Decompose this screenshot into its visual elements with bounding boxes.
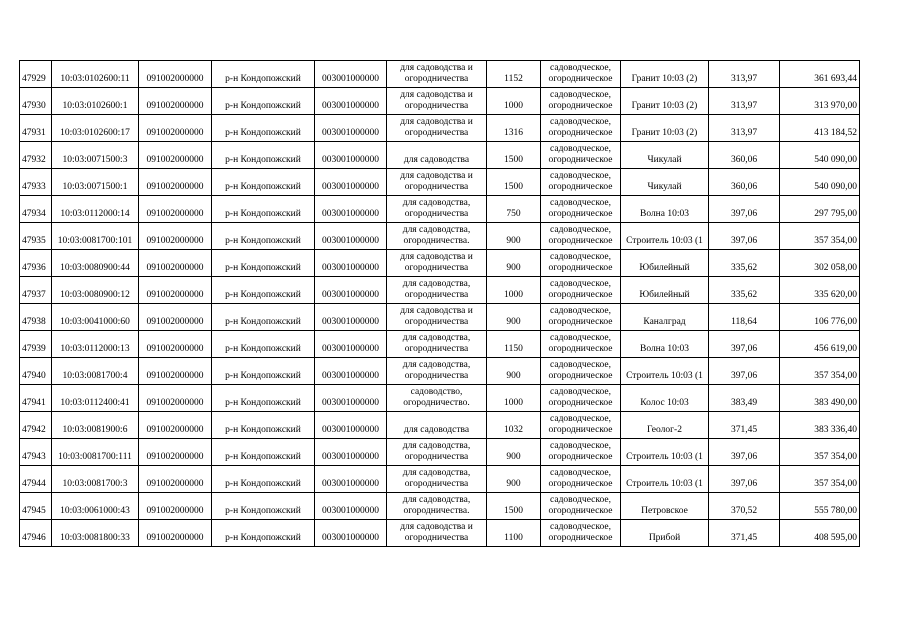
specific-value-cell: 313,97 [709,88,780,115]
permitted-use-line-1: для садоводства и [400,171,473,181]
district-cell: р-н Кондопожский [212,466,315,493]
oktmo-code-cell: 091002000000 [139,331,212,358]
cadastral-value-cell: 106 776,00 [780,304,860,331]
use-type-line-2: огородническое [548,344,613,354]
use-type-line-1: садоводческое, [550,333,611,343]
permitted-use-line-2: огородничества [404,479,469,489]
permitted-use-line-1: для садоводства и [400,90,473,100]
district-cell: р-н Кондопожский [212,142,315,169]
permitted-use-line-2: огородничества [404,263,469,273]
use-type-line-1: садоводческое, [550,306,611,316]
row-number-cell: 47934 [20,196,52,223]
category-code-cell: 003001000000 [315,196,387,223]
use-type-line-2: огородническое [548,209,613,219]
cadastral-zone-cell: Чикулай [621,169,709,196]
cadastral-value-cell: 456 619,00 [780,331,860,358]
table-row [20,385,860,412]
table-row [20,61,860,88]
permitted-use-line-1: для садоводства и [400,117,473,127]
area-cell: 1152 [487,61,541,88]
use-type-cell [541,358,621,385]
use-type-line-1: садоводческое, [550,144,611,154]
area-cell: 900 [487,223,541,250]
specific-value-cell: 360,06 [709,142,780,169]
permitted-use-line-2: огородничества [404,128,469,138]
specific-value-cell: 335,62 [709,277,780,304]
district-cell: р-н Кондопожский [212,169,315,196]
permitted-use-line-2: огородничества [404,344,469,354]
table-row [20,277,860,304]
cadastral-value-cell: 313 970,00 [780,88,860,115]
specific-value-cell: 371,45 [709,520,780,547]
permitted-use-cell [387,169,487,196]
use-type-cell [541,385,621,412]
row-number-cell: 47935 [20,223,52,250]
table-row [20,493,860,520]
permitted-use-cell [387,520,487,547]
row-number-cell: 47931 [20,115,52,142]
permitted-use-line-2: огородничества [404,452,469,462]
use-type-line-2: огородническое [548,263,613,273]
permitted-use-cell [387,493,487,520]
cadastral-number-cell: 10:03:0112000:13 [52,331,139,358]
use-type-line-1: садоводческое, [550,414,611,424]
specific-value-cell: 397,06 [709,223,780,250]
use-type-line-1: садоводческое, [550,90,611,100]
cadastral-zone-cell: Юбилейный [621,250,709,277]
area-cell: 1500 [487,493,541,520]
permitted-use-cell [387,250,487,277]
specific-value-cell: 313,97 [709,61,780,88]
use-type-line-2: огородническое [548,74,613,84]
use-type-cell [541,331,621,358]
row-number-cell: 47929 [20,61,52,88]
permitted-use-cell [387,331,487,358]
use-type-cell [541,466,621,493]
permitted-use-cell [387,61,487,88]
use-type-line-2: огородническое [548,290,613,300]
table-row [20,250,860,277]
area-cell: 1500 [487,142,541,169]
specific-value-cell: 360,06 [709,169,780,196]
district-cell: р-н Кондопожский [212,385,315,412]
cadastral-number-cell: 10:03:0102600:1 [52,88,139,115]
district-cell: р-н Кондопожский [212,439,315,466]
permitted-use-line-1: для садоводства, [402,360,471,370]
permitted-use-line-2: огородничества. [403,506,470,516]
district-cell: р-н Кондопожский [212,304,315,331]
row-number-cell: 47944 [20,466,52,493]
use-type-line-1: садоводческое, [550,522,611,532]
category-code-cell: 003001000000 [315,412,387,439]
area-cell: 900 [487,358,541,385]
table-row [20,331,860,358]
use-type-line-2: огородническое [548,452,613,462]
permitted-use-cell [387,277,487,304]
oktmo-code-cell: 091002000000 [139,412,212,439]
row-number-cell: 47933 [20,169,52,196]
permitted-use-line-2: огородничества [404,317,469,327]
use-type-line-1: садоводческое, [550,171,611,181]
use-type-line-2: огородническое [548,533,613,543]
oktmo-code-cell: 091002000000 [139,439,212,466]
district-cell: р-н Кондопожский [212,61,315,88]
district-cell: р-н Кондопожский [212,115,315,142]
cadastral-zone-cell: Геолог-2 [621,412,709,439]
use-type-line-2: огородническое [548,479,613,489]
area-cell: 750 [487,196,541,223]
use-type-line-1: садоводческое, [550,198,611,208]
table-row [20,358,860,385]
row-number-cell: 47940 [20,358,52,385]
use-type-line-1: садоводческое, [550,360,611,370]
cadastral-number-cell: 10:03:0102600:11 [52,61,139,88]
permitted-use-line-2: огородничества [404,74,469,84]
category-code-cell: 003001000000 [315,358,387,385]
cadastral-zone-cell: Строитель 10:03 (1 [621,223,709,250]
oktmo-code-cell: 091002000000 [139,142,212,169]
use-type-line-2: огородническое [548,317,613,327]
use-type-line-2: огородническое [548,101,613,111]
row-number-cell: 47941 [20,385,52,412]
cadastral-number-cell: 10:03:0041000:60 [52,304,139,331]
specific-value-cell: 397,06 [709,439,780,466]
use-type-line-2: огородническое [548,155,613,165]
row-number-cell: 47938 [20,304,52,331]
area-cell: 1150 [487,331,541,358]
table-row [20,142,860,169]
cadastral-value-cell: 297 795,00 [780,196,860,223]
cadastral-zone-cell: Волна 10:03 [621,331,709,358]
permitted-use-line-2: для садоводства [403,155,470,165]
use-type-line-1: садоводческое, [550,225,611,235]
district-cell: р-н Кондопожский [212,358,315,385]
cadastral-value-cell: 357 354,00 [780,223,860,250]
category-code-cell: 003001000000 [315,331,387,358]
permitted-use-line-1: для садоводства, [402,468,471,478]
cadastral-value-cell: 357 354,00 [780,466,860,493]
area-cell: 1100 [487,520,541,547]
cadastral-number-cell: 10:03:0081900:6 [52,412,139,439]
oktmo-code-cell: 091002000000 [139,223,212,250]
table-row [20,196,860,223]
cadastral-value-cell: 383 490,00 [780,385,860,412]
cadastral-value-cell: 361 693,44 [780,61,860,88]
district-cell: р-н Кондопожский [212,277,315,304]
cadastral-zone-cell: Строитель 10:03 (1 [621,358,709,385]
permitted-use-cell [387,358,487,385]
table-row [20,223,860,250]
permitted-use-line-1: для садоводства и [400,63,473,73]
table-row [20,115,860,142]
permitted-use-cell [387,196,487,223]
cadastral-zone-cell: Строитель 10:03 (1 [621,466,709,493]
area-cell: 1000 [487,277,541,304]
specific-value-cell: 118,64 [709,304,780,331]
row-number-cell: 47943 [20,439,52,466]
category-code-cell: 003001000000 [315,304,387,331]
row-number-cell: 47945 [20,493,52,520]
specific-value-cell: 371,45 [709,412,780,439]
cadastral-value-cell: 540 090,00 [780,169,860,196]
oktmo-code-cell: 091002000000 [139,277,212,304]
specific-value-cell: 397,06 [709,196,780,223]
use-type-cell [541,277,621,304]
specific-value-cell: 397,06 [709,466,780,493]
category-code-cell: 003001000000 [315,277,387,304]
row-number-cell: 47930 [20,88,52,115]
cadastral-zone-cell: Петровское [621,493,709,520]
use-type-cell [541,493,621,520]
use-type-cell [541,142,621,169]
category-code-cell: 003001000000 [315,385,387,412]
specific-value-cell: 397,06 [709,358,780,385]
cadastral-value-cell: 555 780,00 [780,493,860,520]
row-number-cell: 47932 [20,142,52,169]
category-code-cell: 003001000000 [315,250,387,277]
oktmo-code-cell: 091002000000 [139,250,212,277]
use-type-cell [541,304,621,331]
row-number-cell: 47936 [20,250,52,277]
cadastral-value-cell: 408 595,00 [780,520,860,547]
oktmo-code-cell: 091002000000 [139,88,212,115]
use-type-line-1: садоводческое, [550,279,611,289]
table-row [20,169,860,196]
cadastral-value-cell: 357 354,00 [780,439,860,466]
cadastral-zone-cell: Чикулай [621,142,709,169]
cadastral-zone-cell: Гранит 10:03 (2) [621,115,709,142]
cadastral-number-cell: 10:03:0081700:3 [52,466,139,493]
permitted-use-line-1: для садоводства, [402,225,471,235]
specific-value-cell: 335,62 [709,250,780,277]
cadastral-number-cell: 10:03:0080900:12 [52,277,139,304]
use-type-line-2: огородническое [548,128,613,138]
use-type-line-1: садоводческое, [550,63,611,73]
permitted-use-line-1: для садоводства и [400,522,473,532]
permitted-use-cell [387,223,487,250]
use-type-line-2: огородническое [548,398,613,408]
oktmo-code-cell: 091002000000 [139,520,212,547]
use-type-line-2: огородническое [548,425,613,435]
use-type-line-1: садоводческое, [550,441,611,451]
specific-value-cell: 370,52 [709,493,780,520]
area-cell: 900 [487,304,541,331]
category-code-cell: 003001000000 [315,439,387,466]
cadastral-number-cell: 10:03:0081700:111 [52,439,139,466]
district-cell: р-н Кондопожский [212,493,315,520]
cadastral-number-cell: 10:03:0061000:43 [52,493,139,520]
use-type-cell [541,196,621,223]
cadastral-number-cell: 10:03:0071500:3 [52,142,139,169]
district-cell: р-н Кондопожский [212,250,315,277]
oktmo-code-cell: 091002000000 [139,385,212,412]
category-code-cell: 003001000000 [315,466,387,493]
use-type-line-2: огородническое [548,182,613,192]
category-code-cell: 003001000000 [315,142,387,169]
oktmo-code-cell: 091002000000 [139,358,212,385]
use-type-cell [541,115,621,142]
category-code-cell: 003001000000 [315,169,387,196]
oktmo-code-cell: 091002000000 [139,61,212,88]
use-type-line-1: садоводческое, [550,117,611,127]
use-type-line-1: садоводческое, [550,252,611,262]
row-number-cell: 47937 [20,277,52,304]
oktmo-code-cell: 091002000000 [139,169,212,196]
permitted-use-cell [387,88,487,115]
permitted-use-line-2: огородничества [404,290,469,300]
district-cell: р-н Кондопожский [212,196,315,223]
oktmo-code-cell: 091002000000 [139,493,212,520]
use-type-line-1: садоводческое, [550,495,611,505]
cadastral-zone-cell: Каналград [621,304,709,331]
district-cell: р-н Кондопожский [212,331,315,358]
cadastral-zone-cell: Волна 10:03 [621,196,709,223]
row-number-cell: 47946 [20,520,52,547]
table-row [20,466,860,493]
cadastral-value-cell: 302 058,00 [780,250,860,277]
area-cell: 900 [487,439,541,466]
oktmo-code-cell: 091002000000 [139,466,212,493]
use-type-line-2: огородническое [548,236,613,246]
use-type-line-2: огородническое [548,371,613,381]
permitted-use-cell [387,466,487,493]
use-type-cell [541,169,621,196]
specific-value-cell: 397,06 [709,331,780,358]
use-type-cell [541,250,621,277]
permitted-use-line-1: для садоводства, [402,333,471,343]
permitted-use-cell [387,304,487,331]
use-type-line-1: садоводческое, [550,468,611,478]
permitted-use-line-2: огородничество. [403,398,470,408]
permitted-use-line-1: для садоводства, [402,495,471,505]
use-type-cell [541,61,621,88]
permitted-use-line-1: садоводство, [410,387,463,397]
cadastral-value-cell: 540 090,00 [780,142,860,169]
table-row [20,412,860,439]
district-cell: р-н Кондопожский [212,520,315,547]
cadastral-value-cell: 357 354,00 [780,358,860,385]
oktmo-code-cell: 091002000000 [139,115,212,142]
table-row [20,304,860,331]
cadastral-number-cell: 10:03:0112400:41 [52,385,139,412]
table-row [20,439,860,466]
permitted-use-line-2: огородничества. [403,236,470,246]
use-type-cell [541,223,621,250]
permitted-use-line-1: для садоводства и [400,252,473,262]
category-code-cell: 003001000000 [315,88,387,115]
table-body [20,61,860,547]
table-row [20,520,860,547]
permitted-use-line-2: огородничества [404,533,469,543]
cadastral-zone-cell: Строитель 10:03 (1 [621,439,709,466]
category-code-cell: 003001000000 [315,493,387,520]
permitted-use-line-2: для садоводства [403,425,470,435]
cadastral-number-cell: 10:03:0102600:17 [52,115,139,142]
use-type-cell [541,439,621,466]
area-cell: 1316 [487,115,541,142]
district-cell: р-н Кондопожский [212,88,315,115]
use-type-cell [541,88,621,115]
cadastral-number-cell: 10:03:0112000:14 [52,196,139,223]
permitted-use-line-1: для садоводства, [402,279,471,289]
permitted-use-line-1: для садоводства, [402,441,471,451]
cadastral-zone-cell: Гранит 10:03 (2) [621,61,709,88]
row-number-cell: 47942 [20,412,52,439]
permitted-use-cell [387,115,487,142]
cadastral-number-cell: 10:03:0081800:33 [52,520,139,547]
area-cell: 1000 [487,385,541,412]
cadastral-value-cell: 335 620,00 [780,277,860,304]
category-code-cell: 003001000000 [315,115,387,142]
category-code-cell: 003001000000 [315,520,387,547]
area-cell: 1000 [487,88,541,115]
cadastral-zone-cell: Гранит 10:03 (2) [621,88,709,115]
permitted-use-cell [387,385,487,412]
permitted-use-line-1: для садоводства и [400,306,473,316]
specific-value-cell: 313,97 [709,115,780,142]
cadastral-number-cell: 10:03:0081700:4 [52,358,139,385]
cadastral-value-cell: 383 336,40 [780,412,860,439]
cadastral-number-cell: 10:03:0071500:1 [52,169,139,196]
category-code-cell: 003001000000 [315,223,387,250]
cadastral-zone-cell: Юбилейный [621,277,709,304]
permitted-use-line-2: огородничества [404,371,469,381]
oktmo-code-cell: 091002000000 [139,304,212,331]
oktmo-code-cell: 091002000000 [139,196,212,223]
use-type-line-2: огородническое [548,506,613,516]
permitted-use-line-2: огородничества [404,101,469,111]
permitted-use-line-1: для садоводства, [402,198,471,208]
district-cell: р-н Кондопожский [212,412,315,439]
area-cell: 1500 [487,169,541,196]
permitted-use-cell [387,439,487,466]
district-cell: р-н Кондопожский [212,223,315,250]
cadastral-zone-cell: Прибой [621,520,709,547]
area-cell: 900 [487,466,541,493]
row-number-cell: 47939 [20,331,52,358]
land-registry-table [19,60,860,547]
use-type-cell [541,412,621,439]
use-type-cell [541,520,621,547]
permitted-use-cell [387,412,487,439]
table-row [20,88,860,115]
permitted-use-line-2: огородничества [404,209,469,219]
area-cell: 900 [487,250,541,277]
cadastral-number-cell: 10:03:0080900:44 [52,250,139,277]
cadastral-number-cell: 10:03:0081700:101 [52,223,139,250]
cadastral-zone-cell: Колос 10:03 [621,385,709,412]
specific-value-cell: 383,49 [709,385,780,412]
permitted-use-line-2: огородничества [404,182,469,192]
cadastral-value-cell: 413 184,52 [780,115,860,142]
permitted-use-cell [387,142,487,169]
use-type-line-1: садоводческое, [550,387,611,397]
area-cell: 1032 [487,412,541,439]
category-code-cell: 003001000000 [315,61,387,88]
